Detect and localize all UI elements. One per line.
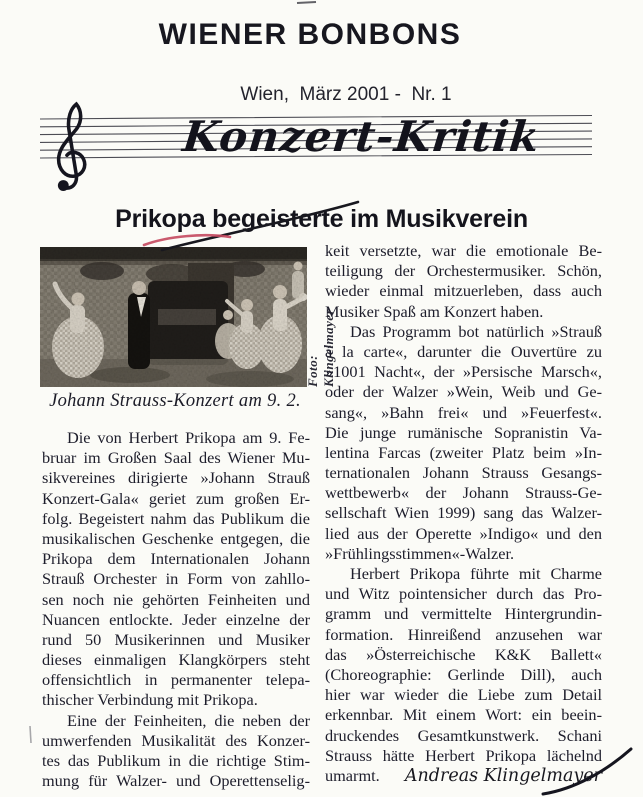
text-line: erkennbar. Mit einem Wort: ein beein- [325,705,602,725]
text-line: rund 50 Musikerinnen und Musiker [42,629,310,649]
text-line: keit versetzte, war die emotionale Be- [325,241,602,260]
text-line: Strauß Orchester in Form von zahllo- [42,569,310,589]
text-line: ternationalen Johann Strauss Gesangs- [325,463,602,483]
text-line: und Witz pointensicher durch das Pro- [325,584,602,604]
text-line: hier war wieder die Liebe zum Detail [325,685,602,705]
photo-caption: Johann Strauss-Konzert am 9. 2. [49,391,301,411]
text-line: á la carte«, darunter die Ouvertüre zu [325,341,602,361]
article-column-left [42,428,310,791]
article-column-right [325,241,602,786]
text-line: Das Programm bot natürlich »Strauß [350,321,602,341]
photo-credit: Foto: Klingelmayer [305,308,336,387]
concert-photo [40,247,307,387]
author-signature: Andreas Klingelmayer [404,765,602,786]
text-line: umwerfenden Musikalität des Konzer- [42,730,310,750]
text-line: das »Österreichische K&K Ballett« [325,644,602,664]
text-line: oder der Walzer »Wein, Weib und Ge- [325,382,602,402]
text-line: Strauss hätte Herbert Prikopa lächelnd [325,745,602,765]
text-line: Die von Herbert Prikopa am 9. Fe- [67,428,310,447]
closing-word: umarmt. [325,765,380,785]
text-line: sellschaft Wien 1999) sang das Walzer- [325,503,602,523]
text-line: (Choreographie: Gerlinde Dill), auch [325,664,602,684]
text-line: Nuancen entlockte. Jeder einzelne der [42,609,310,629]
section-title: Konzert-Kritik [180,112,543,161]
text-line: offensichtlich in permanenter telepa- [42,670,310,690]
text-line: »1001 Nacht«, der »Persische Marsch«, [325,362,602,382]
scan-artifact-top [297,2,316,3]
text-line: musikalischen Geschenke entgegen, die [42,528,310,548]
text-line: bruar im Großen Saal des Wiener Mu- [42,448,310,468]
treble-clef-icon [48,101,88,197]
text-line: Musiker Spaß am Konzert haben. [325,301,544,321]
text-line: formation. Hinreißend anzusehen war [325,624,602,644]
text-line: druckendes Gesamtkunstwerk. Schani [325,725,602,745]
text-line: gramm und vermittelte Hintergrundin- [325,604,602,624]
text-line: lentina Farcas (zweiter Platz beim »In- [325,442,602,462]
text-line: tes das Publikum in die richtige Stim- [42,751,310,770]
text-line: mung für Walzer- und Operettenselig- [42,771,310,791]
column-left-lines [42,428,310,791]
scan-artifact-left [30,726,31,743]
text-line: folg. Begeistert nahm das Publikum die [42,508,310,528]
text-line: Konzert-Gala« geriet zum großen Er- [42,488,310,508]
article-headline: Prikopa begeisterte im Musikverein [115,205,528,233]
text-line: Die junge rumänische Sopranistin Va- [325,422,602,442]
masthead-title: WIENER BONBONS [158,18,462,51]
text-line: sikvereines dirigierte »Johann Strauß [42,468,310,488]
text-line: sen noch nie gehörten Feinheiten und [42,589,310,609]
signature-row [325,766,602,786]
text-line: Herbert Prikopa führte mit Charme [350,564,602,583]
prikopa-red-underline-mark [144,235,230,245]
text-line: thischer Verbindung mit Prikopa. [42,690,258,710]
text-line: teiligung der Orchestermusiker. Schön, [325,261,602,281]
text-line: dieses einmaligen Klangkörpers steht [42,650,310,670]
text-line: wettbewerb« der Johann Strauss-Ge- [325,483,602,503]
text-line: lied aus der Operette »Indigo« und den [325,523,602,543]
text-line: Eine der Feinheiten, die neben der [67,710,310,730]
issue-dateline: Wien, März 2001 - Nr. 1 [240,84,452,105]
column-right-lines [325,241,602,766]
text-line: sang«, »Bahn frei« und »Feuerfest«. [325,402,602,422]
text-line: »Frühlingsstimmen«-Walzer. [325,543,515,563]
text-line: wieder einmal mitzuerleben, dass auch [325,281,602,301]
text-line: Prikopa dem Internationalen Johann [42,549,310,569]
dancers-scene [40,247,307,387]
